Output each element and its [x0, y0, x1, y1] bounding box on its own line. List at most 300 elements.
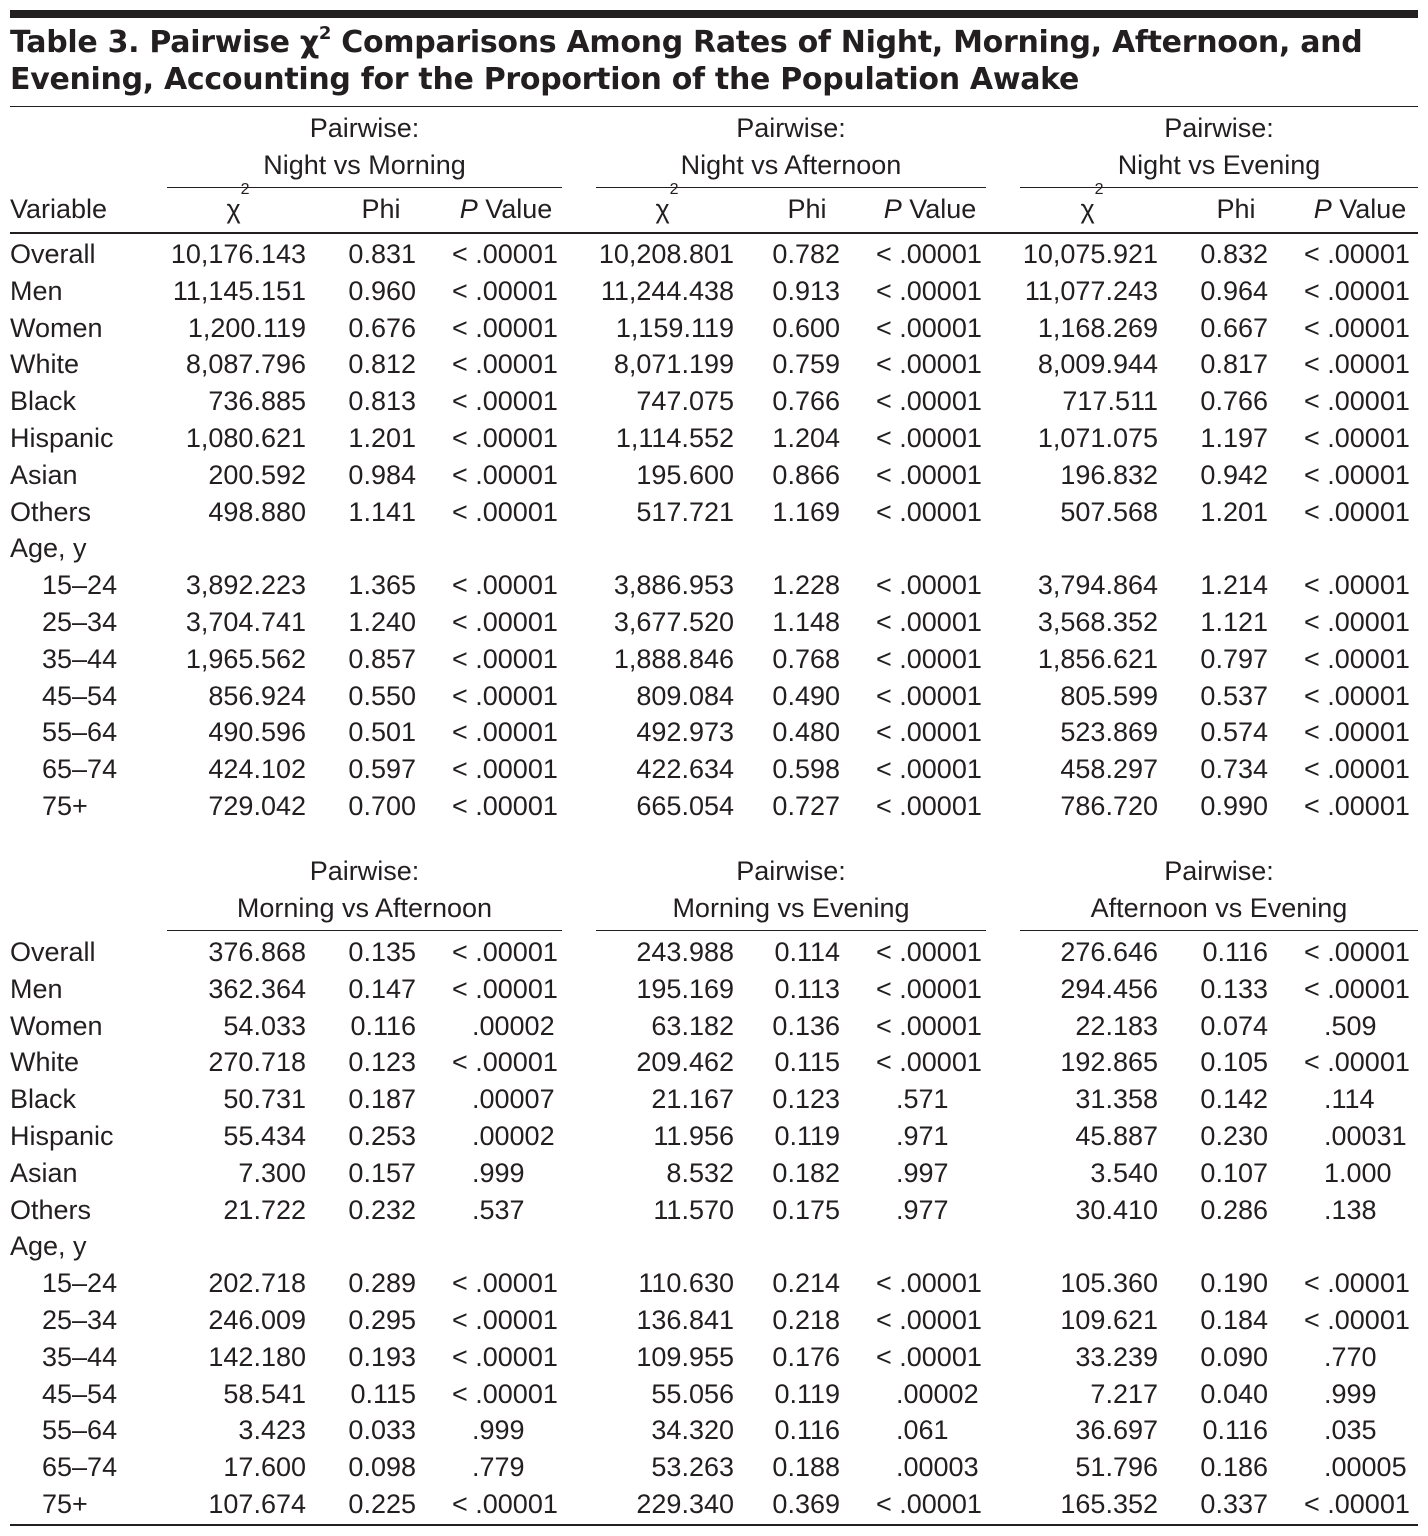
chi-square-value: 109.955: [636, 1341, 734, 1372]
phi-value: 0.286: [1200, 1194, 1268, 1225]
p-value: .00002: [472, 1010, 555, 1041]
title-text-b: Comparisons Among Rates of Night, Morning, Afternoon, and: [331, 25, 1363, 60]
phi-value: 0.797: [1200, 643, 1268, 674]
phi-value: 0.817: [1200, 349, 1268, 380]
chi-square-value: 45.887: [1075, 1121, 1158, 1151]
phi-value: 0.218: [772, 1305, 840, 1335]
chi-square-value: 3,892.223: [185, 570, 306, 601]
phi-value: 0.832: [1200, 239, 1268, 269]
p-value: < .00001: [876, 1010, 982, 1041]
group-header-comparison: Night vs Evening: [1117, 150, 1321, 180]
p-value: < .00001: [1304, 791, 1410, 821]
phi-value: 0.098: [348, 1452, 416, 1483]
p-value: < .00001: [1304, 1268, 1410, 1299]
chi-square-value: 63.182: [651, 1010, 734, 1041]
phi-value: 1.214: [1200, 570, 1268, 601]
phi-value: 0.295: [348, 1305, 416, 1335]
p-value: < .00001: [452, 1378, 558, 1409]
chi-square-value: 276.646: [1060, 937, 1158, 967]
column-header-phi: Phi: [787, 194, 827, 224]
top-rule: [10, 10, 1418, 18]
chi-square-value: 1,856.621: [1037, 643, 1158, 674]
p-value: < .00001: [876, 643, 982, 674]
chi-symbol: χ: [655, 194, 670, 224]
row-label: Women: [10, 1010, 103, 1041]
phi-value: 1.240: [348, 607, 416, 637]
title-line-1: [10, 24, 1418, 61]
group-underline: [1020, 930, 1418, 931]
phi-value: 0.115: [350, 1378, 416, 1409]
p-value: < .00001: [876, 239, 982, 269]
phi-value: 0.857: [348, 643, 416, 674]
group-header-pairwise: Pairwise:: [736, 113, 846, 143]
phi-value: 0.116: [350, 1010, 416, 1041]
p-value: < .00001: [1304, 973, 1410, 1004]
row-label: 15–24: [42, 570, 118, 601]
p-value: .770: [1324, 1341, 1377, 1372]
p-value: .977: [896, 1194, 949, 1225]
bottom-rule: [10, 1524, 1418, 1526]
row-label: 45–54: [42, 680, 118, 711]
p-value: < .00001: [452, 275, 558, 306]
p-value: < .00001: [1304, 1047, 1410, 1078]
p-value: < .00001: [876, 1047, 982, 1078]
phi-value: 0.782: [772, 239, 840, 269]
column-header-chi-square: [1032, 181, 1152, 225]
group-header-comparison: Morning vs Evening: [672, 893, 910, 923]
title-text-a: Table 3. Pairwise χ: [10, 25, 319, 60]
phi-value: 1.197: [1200, 423, 1268, 453]
phi-value: 0.369: [772, 1489, 840, 1519]
chi-square-value: 7.300: [238, 1157, 306, 1188]
row-label: 55–64: [42, 717, 118, 748]
p-value: < .00001: [876, 496, 982, 527]
chi-square-value: 3.540: [1090, 1157, 1158, 1188]
p-value: < .00001: [876, 423, 982, 453]
p-value: .00002: [472, 1121, 555, 1151]
phi-value: 0.964: [1200, 275, 1268, 306]
chi-square-value: 3,794.864: [1037, 570, 1158, 601]
chi-symbol: χ: [226, 194, 241, 224]
phi-value: 0.766: [772, 386, 840, 417]
chi-square-value: 362.364: [208, 973, 306, 1004]
phi-value: 0.147: [348, 973, 416, 1004]
row-label: 25–34: [42, 607, 118, 637]
phi-value: 0.337: [1200, 1489, 1268, 1519]
row-label: Others: [10, 496, 92, 527]
chi-square-value: 36.697: [1075, 1415, 1158, 1446]
p-value: < .00001: [1304, 275, 1410, 306]
row-label: Age, y: [10, 1231, 87, 1262]
chi-square-value: 50.731: [223, 1084, 306, 1115]
chi-square-value: 209.462: [636, 1047, 734, 1078]
chi-square-value: 11,145.151: [172, 275, 306, 306]
p-value: < .00001: [452, 459, 558, 490]
chi-square-value: 195.169: [636, 973, 734, 1004]
phi-value: 0.142: [1200, 1084, 1268, 1115]
chi-square-value: 294.456: [1060, 973, 1158, 1004]
phi-value: 0.133: [1200, 973, 1268, 1004]
chi-superscript: 2: [669, 181, 679, 198]
p-value: < .00001: [1304, 570, 1410, 601]
p-value: < .00001: [452, 423, 558, 453]
chi-square-value: 136.841: [636, 1305, 734, 1335]
group-underline: [167, 187, 562, 188]
phi-value: 0.114: [774, 937, 840, 967]
chi-square-value: 7.217: [1090, 1378, 1158, 1409]
p-value: < .00001: [876, 791, 982, 821]
p-value: < .00001: [1304, 496, 1410, 527]
p-value: < .00001: [452, 643, 558, 674]
row-label: 65–74: [42, 1452, 118, 1483]
p-value: < .00001: [1304, 423, 1410, 453]
chi-square-value: 3.423: [238, 1415, 306, 1446]
p-value: < .00001: [1304, 459, 1410, 490]
chi-square-value: 10,075.921: [1022, 239, 1158, 269]
chi-square-value: 110.630: [638, 1268, 734, 1299]
p-value: < .00001: [876, 1341, 982, 1372]
chi-square-value: 270.718: [208, 1047, 306, 1078]
p-value: < .00001: [452, 1489, 558, 1519]
column-header-variable: Variable: [10, 194, 108, 224]
p-value: < .00001: [876, 1305, 982, 1335]
chi-square-value: 243.988: [636, 937, 734, 967]
phi-value: 0.727: [772, 791, 840, 821]
chi-superscript: 2: [240, 181, 250, 198]
phi-value: 0.232: [348, 1194, 416, 1225]
p-value: .999: [472, 1157, 525, 1188]
chi-square-value: 10,176.143: [170, 239, 306, 269]
phi-value: 0.768: [772, 643, 840, 674]
p-value: < .00001: [876, 680, 982, 711]
column-header-phi: Phi: [1216, 194, 1256, 224]
chi-square-value: 507.568: [1060, 496, 1158, 527]
p-value: < .00001: [452, 607, 558, 637]
chi-square-value: 1,114.552: [615, 423, 734, 453]
title-superscript: 2: [318, 23, 332, 44]
chi-square-value: 8,009.944: [1037, 349, 1158, 380]
p-italic: P: [459, 194, 478, 224]
chi-square-value: 107.674: [208, 1489, 306, 1519]
chi-square-value: 1,071.075: [1037, 423, 1158, 453]
group-header-comparison: Afternoon vs Evening: [1090, 893, 1348, 923]
chi-square-value: 458.297: [1060, 754, 1158, 785]
phi-value: 0.984: [348, 459, 416, 490]
phi-value: 0.253: [348, 1121, 416, 1151]
phi-value: 0.182: [772, 1157, 840, 1188]
chi-square-value: 54.033: [223, 1010, 306, 1041]
p-value: < .00001: [452, 973, 558, 1004]
chi-square-value: 1,965.562: [185, 643, 306, 674]
chi-square-value: 202.718: [208, 1268, 306, 1299]
phi-value: 0.831: [348, 239, 416, 269]
phi-value: 0.040: [1200, 1378, 1268, 1409]
chi-square-value: 523.869: [1060, 717, 1158, 748]
phi-value: 0.115: [774, 1047, 840, 1078]
phi-value: 0.184: [1200, 1305, 1268, 1335]
row-label: Hispanic: [10, 1121, 114, 1151]
row-label: Black: [10, 386, 77, 417]
phi-value: 0.597: [348, 754, 416, 785]
row-label: 45–54: [42, 1378, 118, 1409]
p-value-word: Value: [901, 194, 977, 224]
chi-square-value: 33.239: [1075, 1341, 1158, 1372]
p-value: < .00001: [876, 459, 982, 490]
p-value: .999: [472, 1415, 525, 1446]
chi-square-value: 492.973: [636, 717, 734, 748]
phi-value: 0.074: [1200, 1010, 1268, 1041]
phi-value: 0.116: [1202, 1415, 1268, 1446]
phi-value: 0.157: [348, 1157, 416, 1188]
p-value: < .00001: [876, 937, 982, 967]
phi-value: 0.187: [348, 1084, 416, 1115]
phi-value: 0.480: [772, 717, 840, 748]
p-value: .00005: [1324, 1452, 1407, 1483]
p-value: < .00001: [452, 1047, 558, 1078]
phi-value: 1.201: [348, 423, 416, 453]
p-value: .035: [1324, 1415, 1377, 1446]
p-value: .00003: [896, 1452, 979, 1483]
phi-value: 0.813: [348, 386, 416, 417]
group-header-comparison: Night vs Afternoon: [680, 150, 902, 180]
title-underline: [10, 106, 1418, 107]
group-header-comparison: Morning vs Afternoon: [236, 893, 493, 923]
row-label: Others: [10, 1194, 92, 1225]
group-header-comparison: Night vs Morning: [263, 150, 466, 180]
chi-square-value: 3,704.741: [185, 607, 306, 637]
chi-square-value: 22.183: [1075, 1010, 1158, 1041]
row-label: 25–34: [42, 1305, 118, 1335]
p-value: < .00001: [876, 275, 982, 306]
chi-square-value: 165.352: [1060, 1489, 1158, 1519]
chi-square-value: 1,200.119: [187, 312, 306, 343]
phi-value: 0.866: [772, 459, 840, 490]
p-value: < .00001: [1304, 1489, 1410, 1519]
chi-square-value: 105.360: [1060, 1268, 1158, 1299]
chi-square-value: 376.868: [208, 937, 306, 967]
p-value: .00007: [472, 1084, 555, 1115]
p-value: < .00001: [452, 754, 558, 785]
group-underline: [596, 187, 986, 188]
row-label: 75+: [42, 791, 88, 821]
chi-square-value: 422.634: [636, 754, 734, 785]
p-value: < .00001: [876, 312, 982, 343]
chi-square-value: 58.541: [223, 1378, 306, 1409]
row-label: 65–74: [42, 754, 118, 785]
chi-square-value: 424.102: [208, 754, 306, 785]
phi-value: 0.193: [348, 1341, 416, 1372]
chi-square-value: 3,886.953: [613, 570, 734, 601]
row-label: Black: [10, 1084, 77, 1115]
p-value: < .00001: [1304, 754, 1410, 785]
chi-symbol: χ: [1080, 194, 1095, 224]
chi-square-value: 8.532: [666, 1157, 734, 1188]
chi-square-value: 1,168.269: [1037, 312, 1158, 343]
chi-square-value: 192.865: [1060, 1047, 1158, 1078]
row-label: Asian: [10, 1157, 78, 1188]
phi-value: 0.113: [774, 973, 840, 1004]
chi-square-value: 805.599: [1060, 680, 1158, 711]
phi-value: 0.107: [1200, 1157, 1268, 1188]
chi-square-value: 10,208.801: [598, 239, 734, 269]
phi-value: 0.667: [1200, 312, 1268, 343]
chi-square-value: 517.721: [636, 496, 734, 527]
header-underline: [10, 232, 1418, 234]
phi-value: 1.148: [772, 607, 840, 637]
chi-square-value: 17.600: [223, 1452, 306, 1483]
phi-value: 0.175: [772, 1194, 840, 1225]
phi-value: 1.201: [1200, 496, 1268, 527]
phi-value: 0.501: [348, 717, 416, 748]
chi-square-value: 51.796: [1075, 1452, 1158, 1483]
row-label: 55–64: [42, 1415, 118, 1446]
group-header-pairwise: Pairwise:: [1164, 113, 1274, 143]
column-header-p-value: [850, 193, 1010, 225]
p-value: < .00001: [452, 1305, 558, 1335]
phi-value: 0.123: [348, 1047, 416, 1078]
row-label: Overall: [10, 239, 96, 269]
p-value: < .00001: [452, 570, 558, 601]
p-value: < .00001: [452, 312, 558, 343]
chi-square-value: 665.054: [636, 791, 734, 821]
phi-value: 0.990: [1200, 791, 1268, 821]
chi-square-value: 11.570: [653, 1194, 734, 1225]
chi-square-value: 3,568.352: [1037, 607, 1158, 637]
p-value: < .00001: [876, 973, 982, 1004]
table-title: [10, 24, 1418, 98]
phi-value: 0.942: [1200, 459, 1268, 490]
phi-value: 0.960: [348, 275, 416, 306]
column-header-chi-square: [178, 181, 298, 225]
p-value: < .00001: [452, 1341, 558, 1372]
chi-square-value: 109.621: [1060, 1305, 1158, 1335]
chi-square-value: 11,244.438: [600, 275, 734, 306]
phi-value: 0.913: [772, 275, 840, 306]
chi-square-value: 21.722: [223, 1194, 306, 1225]
phi-value: 0.116: [774, 1415, 840, 1446]
chi-square-value: 31.358: [1075, 1084, 1158, 1115]
p-value: .537: [472, 1194, 525, 1225]
chi-square-value: 729.042: [208, 791, 306, 821]
p-value: < .00001: [452, 1268, 558, 1299]
phi-value: 0.090: [1200, 1341, 1268, 1372]
p-value: < .00001: [1304, 680, 1410, 711]
chi-square-value: 786.720: [1060, 791, 1158, 821]
phi-value: 0.119: [774, 1378, 840, 1409]
phi-value: 0.135: [348, 937, 416, 967]
row-label: 15–24: [42, 1268, 118, 1299]
group-underline: [596, 930, 986, 931]
chi-square-value: 736.885: [208, 386, 306, 417]
chi-square-value: 55.434: [223, 1121, 306, 1151]
chi-square-value: 53.263: [651, 1452, 734, 1483]
p-value: < .00001: [452, 349, 558, 380]
phi-value: 1.204: [772, 423, 840, 453]
p-value: < .00001: [452, 239, 558, 269]
chi-square-value: 1,888.846: [613, 643, 734, 674]
row-label: 35–44: [42, 643, 118, 674]
p-value: .138: [1324, 1194, 1377, 1225]
p-value: < .00001: [452, 680, 558, 711]
p-value: < .00001: [1304, 643, 1410, 674]
chi-square-value: 30.410: [1075, 1194, 1158, 1225]
p-value: .779: [472, 1452, 525, 1483]
column-header-chi-square: [607, 181, 727, 225]
phi-value: 0.759: [772, 349, 840, 380]
phi-value: 0.574: [1200, 717, 1268, 748]
chi-superscript: 2: [1094, 181, 1104, 198]
p-value: .00002: [896, 1378, 979, 1409]
phi-value: 1.365: [348, 570, 416, 601]
row-label: 35–44: [42, 1341, 118, 1372]
chi-square-value: 3,677.520: [613, 607, 734, 637]
chi-square-value: 200.592: [208, 459, 306, 490]
chi-square-value: 1,080.621: [185, 423, 306, 453]
chi-square-value: 195.600: [636, 459, 734, 490]
chi-square-value: 856.924: [208, 680, 306, 711]
group-header-pairwise: Pairwise:: [309, 856, 420, 886]
phi-value: 0.136: [772, 1010, 840, 1041]
chi-square-value: 55.056: [651, 1378, 734, 1409]
chi-square-value: 196.832: [1060, 459, 1158, 490]
chi-square-value: 8,087.796: [185, 349, 306, 380]
column-header-p-value: [1280, 193, 1428, 225]
row-label: Men: [10, 275, 63, 306]
p-value: < .00001: [1304, 312, 1410, 343]
p-value: < .00001: [1304, 1305, 1410, 1335]
p-value: .571: [896, 1084, 949, 1115]
phi-value: 0.598: [772, 754, 840, 785]
row-label: Women: [10, 312, 103, 343]
p-value: .061: [896, 1415, 949, 1446]
p-value: .997: [896, 1157, 949, 1188]
group-header-pairwise: Pairwise:: [736, 856, 846, 886]
phi-value: 0.119: [774, 1121, 840, 1151]
phi-value: 0.188: [772, 1452, 840, 1483]
chi-square-value: 11,077.243: [1024, 275, 1158, 306]
chi-square-value: 8,071.199: [613, 349, 734, 380]
p-value: < .00001: [1304, 386, 1410, 417]
chi-square-value: 142.180: [208, 1341, 306, 1372]
group-underline: [167, 930, 562, 931]
group-header-pairwise: Pairwise:: [309, 113, 420, 143]
p-value-word: Value: [1331, 194, 1407, 224]
p-value: < .00001: [1304, 937, 1410, 967]
phi-value: 0.190: [1200, 1268, 1268, 1299]
row-label: White: [10, 349, 80, 380]
p-value: < .00001: [876, 1489, 982, 1519]
chi-square-value: 11.956: [653, 1121, 734, 1151]
chi-square-value: 246.009: [208, 1305, 306, 1335]
phi-value: 0.812: [348, 349, 416, 380]
phi-value: 0.289: [348, 1268, 416, 1299]
p-value: < .00001: [1304, 349, 1410, 380]
column-header-p-value: [426, 193, 586, 225]
phi-value: 0.225: [348, 1489, 416, 1519]
group-underline: [1020, 187, 1418, 188]
p-italic: P: [883, 194, 902, 224]
p-value: .114: [1324, 1084, 1375, 1115]
p-value: .971: [896, 1121, 949, 1151]
chi-square-value: 229.340: [636, 1489, 734, 1519]
p-value: .509: [1324, 1010, 1377, 1041]
row-label: Overall: [10, 937, 96, 967]
phi-value: 1.141: [348, 496, 416, 527]
p-value: < .00001: [876, 1268, 982, 1299]
chi-square-value: 490.596: [208, 717, 306, 748]
p-value: < .00001: [876, 717, 982, 748]
p-value: < .00001: [1304, 239, 1410, 269]
